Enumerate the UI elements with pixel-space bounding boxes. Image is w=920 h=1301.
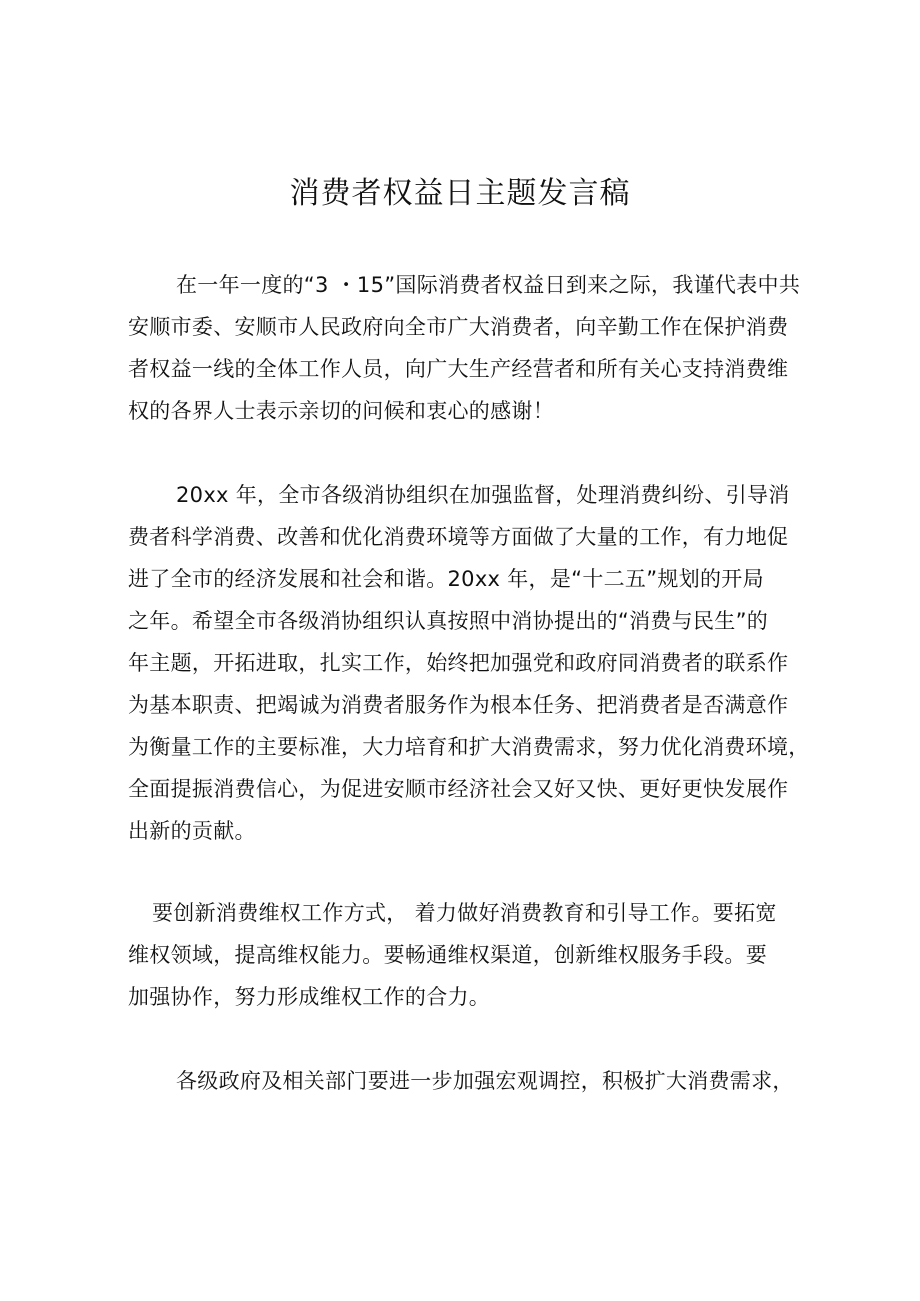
paragraph-line: 年主题，开拓进取，扎实工作，始终把加强党和政府同消费者的联系作 [128,651,789,675]
paragraph-line: 20xx 年，全市各级消协组织在加强监督，处理消费纠纷、引导消 [176,483,790,507]
paragraph-1 [128,264,818,432]
paragraph-line: 加强协作，努力形成维权工作的合力。 [128,985,491,1009]
paragraph-line: 出新的贡献。 [128,819,256,843]
paragraph-2 [128,474,818,852]
paragraph-line: 之年。希望全市各级消协组织认真按照中消协提出的“消费与民生”的 [128,609,769,633]
paragraph-line: 费者科学消费、改善和优化消费环境等方面做了大量的工作，有力地促 [128,525,789,549]
paragraph-line: 者权益一线的全体工作人员，向广大生产经营者和所有关心支持消费维 [128,357,789,381]
paragraph-line: 全面提振消费信心，为促进安顺市经济社会又好又快、更好更快发展作 [128,777,789,801]
paragraph-line: 为基本职责、把竭诚为消费者服务作为根本任务、把消费者是否满意作 [128,693,789,717]
paragraph-line: 要创新消费维权工作方式， 着力做好消费教育和引导工作。要拓宽 [152,901,777,925]
paragraph-line: 安顺市委、安顺市人民政府向全市广大消费者，向辛勤工作在保护消费 [128,315,789,339]
document-title: 消费者权益日主题发言稿 [289,176,631,211]
paragraph-line: 进了全市的经济发展和社会和谐。20xx 年，是“十二五”规划的开局 [128,567,764,591]
paragraph-line: 权的各界人士表示亲切的问候和衷心的感谢！ [128,399,554,423]
paragraph-4 [128,1060,828,1102]
paragraph-line: 各级政府及相关部门要进一步加强宏观调控，积极扩大消费需求， [176,1069,794,1093]
paragraph-line: 为衡量工作的主要标准，大力培育和扩大消费需求，努力优化消费环境， [128,735,810,759]
paragraph-3 [128,892,818,1018]
paragraph-line: 维权领域，提高维权能力。要畅通维权渠道，创新维权服务手段。要 [128,943,767,967]
paragraph-line: 在一年一度的“3 ・15”国际消费者权益日到来之际，我谨代表中共 [176,273,801,297]
